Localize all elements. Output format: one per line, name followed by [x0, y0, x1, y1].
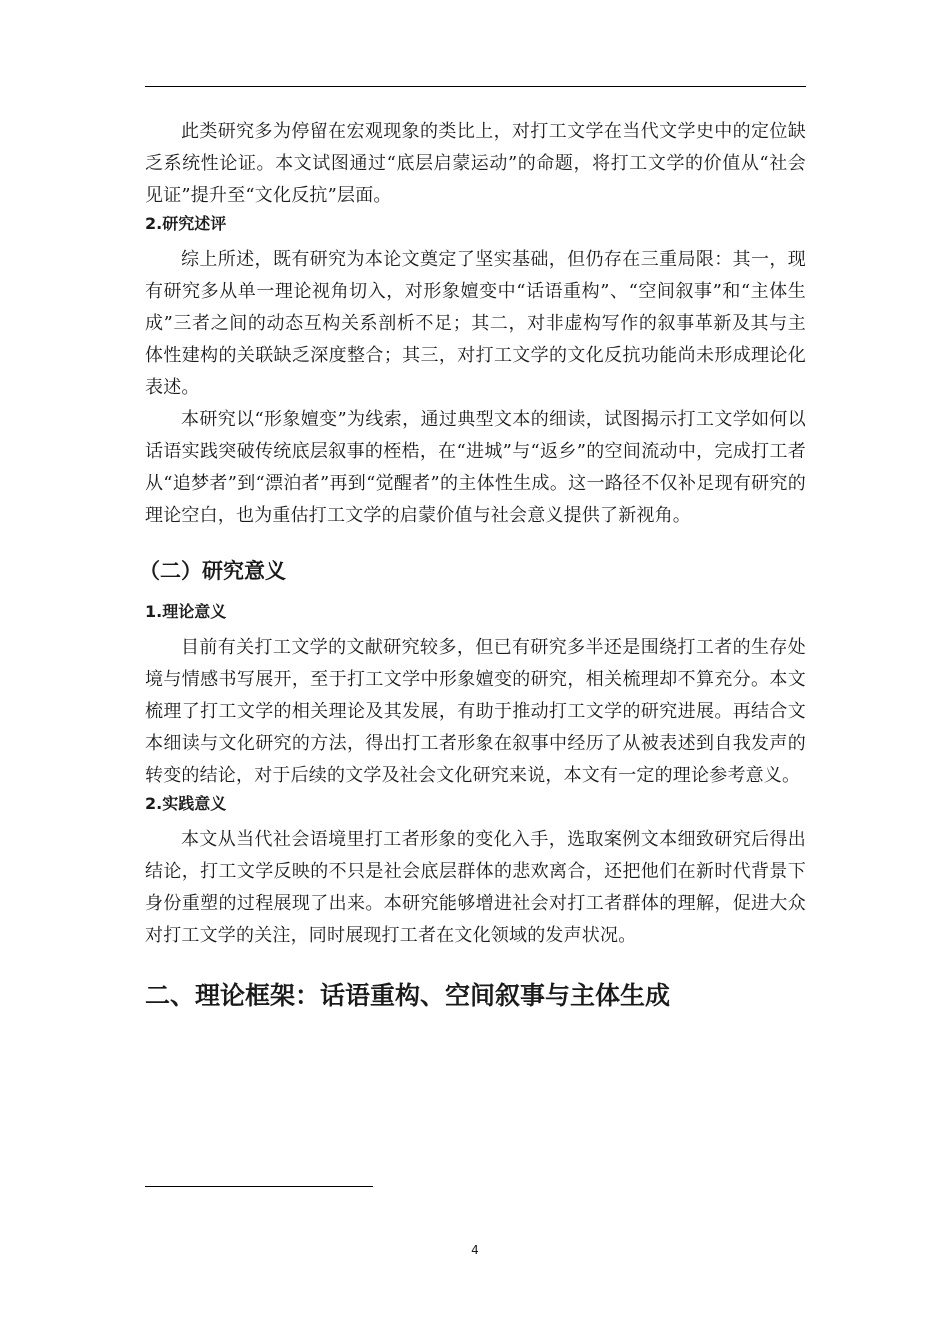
subsection-heading-theoretical-significance: 1.理论意义: [145, 602, 227, 621]
page-body: [139, 116, 806, 1016]
subsection-heading-practical-significance: 2.实践意义: [145, 794, 227, 813]
chapter-heading: 二、理论框架：话语重构、空间叙事与主体生成: [145, 981, 671, 1010]
body-paragraph: 本研究以“形象嬗变”为线索，通过典型文本的细读，试图揭示打工文学如何以话语实践突破传统底层叙事的桎梏，在“进城”与“返乡”的空间流动中，完成打工者从“追梦者”到“漂泊者”再到“觉醒者”的主体性生成。这一路径不仅补足现有研究的理论空白，也为重估打工文学的启蒙价值与社会意义提供了新视角。: [145, 409, 806, 526]
section-heading-research-significance: （二）研究意义: [139, 559, 286, 583]
body-paragraph: 此类研究多为停留在宏观现象的类比上，对打工文学在当代文学史中的定位缺乏系统性论证。本文试图通过“底层启蒙运动”的命题，将打工文学的价值从“社会见证”提升至“文化反抗”层面。: [145, 121, 806, 206]
body-paragraph: 本文从当代社会语境里打工者形象的变化入手，选取案例文本细致研究后得出结论，打工文学反映的不只是社会底层群体的悲欢离合，还把他们在新时代背景下身份重塑的过程展现了出来。本研究能够增进社会对打工者群体的理解，促进大众对打工文学的关注，同时展现打工者在文化领域的发声状况。: [145, 829, 806, 946]
body-paragraph: 综上所述，既有研究为本论文奠定了坚实基础，但仍存在三重局限：其一，现有研究多从单一理论视角切入，对形象嬗变中“话语重构”、“空间叙事”和“主体生成”三者之间的动态互构关系剖析不足；其二，对非虚构写作的叙事革新及其与主体性建构的关联缺乏深度整合；其三，对打工文学的文化反抗功能尚未形成理论化表述。: [145, 249, 806, 398]
body-paragraph: 目前有关打工文学的文献研究较多，但已有研究多半还是围绕打工者的生存处境与情感书写展开，至于打工文学中形象嬗变的研究，相关梳理却不算充分。本文梳理了打工文学的相关理论及其发展，有助于推动打工文学的研究进展。再结合文本细读与文化研究的方法，得出打工者形象在叙事中经历了从被表述到自我发声的转变的结论，对于后续的文学及社会文化研究来说，本文有一定的理论参考意义。: [145, 637, 806, 786]
subsection-heading-research-review: 2.研究述评: [145, 214, 227, 233]
page-number: 4: [471, 1243, 479, 1257]
header-rule: [145, 86, 806, 87]
footnote-rule: [145, 1186, 373, 1187]
